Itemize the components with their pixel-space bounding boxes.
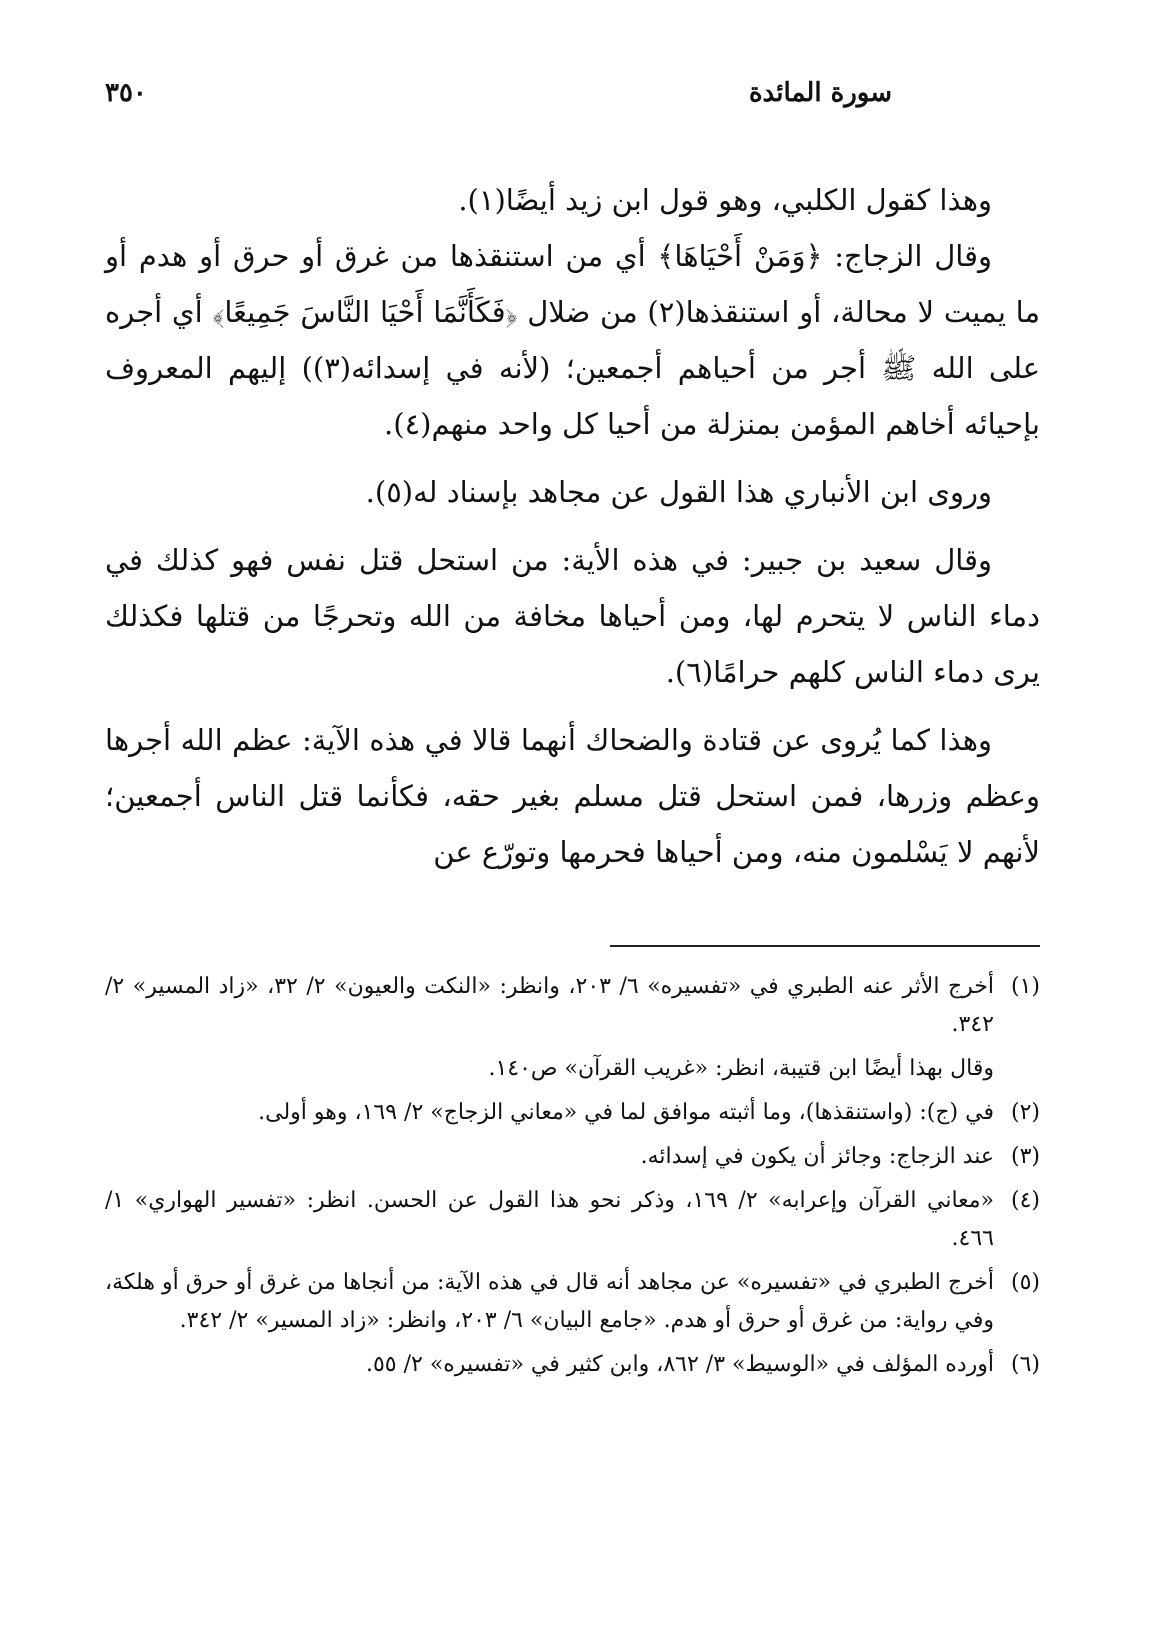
- paragraph: وقال الزجاج: ﴿وَمَنْ أَحْيَاهَا﴾ أي من استنقذها من غرق أو حرق أو هدم أو ما يميت لا محالة، أو استنقذها(٢) من ضلال ﴿فَكَأَنَّمَا أَحْيَا النَّاسَ جَمِيعًا﴾ أي أجره على الله ﷺ أجر من أحياهم أجمعين؛ (لأنه في إسدائه(٣)) إليهم المعروف بإحيائه أخاهم المؤمن بمنزلة من أحيا كل واحد منهم(٤).: [105, 239, 1040, 441]
- footnote-text: أورده المؤلف في «الوسيط» ٣/ ٨٦٢، وابن كثير في «تفسيره» ٢/ ٥٥.: [365, 1352, 994, 1377]
- footnote-number: (٤): [1010, 1188, 1040, 1213]
- page-header: [105, 78, 1040, 128]
- main-text: [105, 172, 1040, 880]
- footnote-number: (٦): [1010, 1352, 1040, 1377]
- footnote-continuation: وقال بهذا أيضًا ابن قتيبة، انظر: «غريب القرآن» ص١٤٠.: [488, 1056, 994, 1081]
- book-page: [105, 0, 1040, 1650]
- footnote-text: «معاني القرآن وإعرابه» ٢/ ١٦٩، وذكر نحو هذا القول عن الحسن. انظر: «تفسير الهواري» ١/ ٤٦٦.: [105, 1188, 995, 1251]
- footnote-number: (٢): [1010, 1100, 1040, 1125]
- page-number: ٣٥٠: [105, 78, 147, 108]
- paragraph: وهذا كقول الكلبي، وهو قول ابن زيد أيضًا(١).: [458, 183, 992, 217]
- paragraph: وهذا كما يُروى عن قتادة والضحاك أنهما قالا في هذه الآية: عظم الله أجرها وعظم وزرها، فمن استحل قتل مسلم بغير حقه، فكأنما قتل الناس أجمعين؛ لأنهم لا يَسْلمون منه، ومن أحياها فحرمها وتورّع عن: [105, 723, 1040, 869]
- footnote-text: في (ج): (واستنقذها)، وما أثبته موافق لما في «معاني الزجاج» ٢/ ١٦٩، وهو أولى.: [258, 1100, 994, 1125]
- footnote: [105, 1094, 1040, 1132]
- paragraph: وقال سعيد بن جبير: في هذه الأية: من استحل قتل نفس فهو كذلك في دماء الناس لا يتحرم لها، ومن أحياها مخافة من الله وتحرجًا من قتلها فكذلك يرى دماء الناس كلهم حرامًا(٦).: [105, 543, 1040, 689]
- footnote-number: (٥): [1010, 1270, 1040, 1295]
- paragraph: وروى ابن الأنباري هذا القول عن مجاهد بإسناد له(٥).: [365, 475, 992, 509]
- footnote-text: أخرج الطبري في «تفسيره» عن مجاهد أنه قال في هذه الآية: من أنجاها من غرق أو حرق أو هلكة، وفي رواية: من غرق أو حرق أو هدم. «جامع البيان» ٦/ ٢٠٣، وانظر: «زاد المسير» ٢/ ٣٤٢.: [105, 1270, 994, 1333]
- surah-title: سورة المائدة: [748, 78, 892, 108]
- footnote-number: (١): [1010, 974, 1040, 999]
- footnote: [105, 1346, 1040, 1384]
- footnote-text: عند الزجاج: وجائز أن يكون في إسدائه.: [640, 1144, 994, 1169]
- footnote-text: أخرج الأثر عنه الطبري في «تفسيره» ٦/ ٢٠٣، وانظر: «النكت والعيون» ٢/ ٣٢، «زاد المسير» ٢/ ٣٤٢.: [105, 974, 995, 1037]
- footnotes: [105, 968, 1040, 1390]
- footnote: [105, 1182, 1040, 1258]
- footnotes-divider: [610, 945, 1040, 947]
- footnote: [105, 1138, 1040, 1176]
- footnote: [105, 968, 1040, 1044]
- footnote-number: (٣): [1010, 1144, 1040, 1169]
- footnote: [105, 1264, 1040, 1340]
